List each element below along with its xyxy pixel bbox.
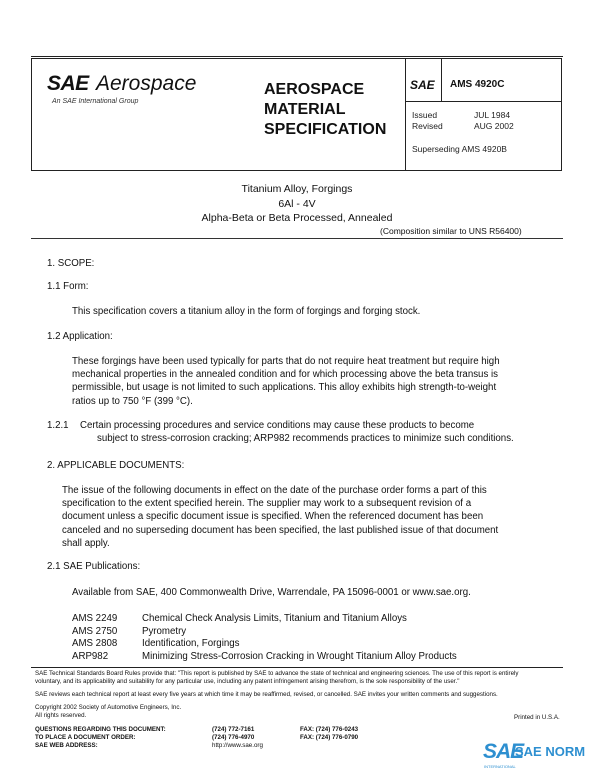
- doc-type-line2: MATERIAL: [264, 101, 346, 118]
- s12-line3: permissible, but usage is not limited to such applications. This alloy exhibits high strength-to-weight: [72, 382, 497, 394]
- title-line3: Alpha-Beta or Beta Processed, Annealed: [201, 212, 393, 224]
- s12-line1: These forgings have been used typically for parts that do not require heat treatment but require high: [72, 356, 500, 367]
- aerospace-logo-text: Aerospace: [96, 72, 197, 95]
- web-url[interactable]: http://www.sae.org: [212, 742, 263, 749]
- section-1-heading: 1. SCOPE:: [47, 258, 95, 269]
- pub-code: AMS 2750: [72, 626, 118, 637]
- questions-label: QUESTIONS REGARDING THIS DOCUMENT:: [35, 726, 166, 733]
- s2-line2: specification to the extent specified herein. The supplier may work to a subsequent revision of a: [62, 498, 472, 510]
- header-divider-h: [405, 101, 562, 102]
- section-1-2-1-text: [80, 419, 555, 445]
- logo-subtitle: An SAE International Group: [52, 98, 139, 105]
- order-phone: (724) 776-4970: [212, 734, 255, 741]
- title-line1: Titanium Alloy, Forgings: [241, 183, 353, 195]
- s2-line4: canceled and no superseding document has been specified, the last published issue of that document: [62, 524, 499, 536]
- footer-separator: [31, 667, 563, 668]
- s121-line1: Certain processing procedures and service conditions may cause these products to become: [80, 420, 475, 431]
- standards-board-rules: [35, 670, 565, 687]
- section-2-text: [62, 484, 557, 550]
- web-label: SAE WEB ADDRESS:: [35, 742, 98, 749]
- header-divider: [405, 58, 406, 171]
- document-type: [264, 80, 404, 140]
- sae-logo: SAE: [47, 72, 89, 95]
- questions-fax: FAX: (724) 776-0243: [300, 726, 359, 733]
- doc-type-line1: AEROSPACE: [264, 81, 365, 98]
- doc-type-line3: SPECIFICATION: [264, 121, 387, 138]
- pub-title: Minimizing Stress-Corrosion Cracking in Wrought Titanium Alloy Products: [142, 651, 457, 662]
- section-2-1-heading: 2.1 SAE Publications:: [47, 561, 141, 572]
- printed-in: Printed in U.S.A.: [514, 714, 560, 721]
- sae-norm-logo-text: SAE NORM: [515, 744, 586, 759]
- rights-reserved: All rights reserved.: [35, 712, 87, 719]
- section-2-heading: 2. APPLICABLE DOCUMENTS:: [47, 460, 185, 471]
- rules-line2: voluntary, and its applicability and suitability for any particular use, including any patent infringement arising therefrom, is the sole responsibility of the user.": [35, 678, 460, 686]
- s12-line2: mechanical properties in the annealed condition and for which processing above the beta transus is: [72, 369, 498, 381]
- revised-date: AUG 2002: [474, 121, 514, 131]
- section-1-2-1-number: 1.2.1: [47, 420, 69, 431]
- copyright: Copyright 2002 Society of Automotive Engineers, Inc.: [35, 704, 182, 711]
- order-label: TO PLACE A DOCUMENT ORDER:: [35, 734, 136, 741]
- review-note: SAE reviews each technical report at least every five years at which time it may be reaffirmed, revised, or cancelled. SAE invites your written comments and suggestions.: [35, 691, 498, 698]
- section-1-2-heading: 1.2 Application:: [47, 331, 113, 342]
- section-1-1-text: This specification covers a titanium alloy in the form of forgings and forging stock.: [72, 306, 421, 317]
- section-2-1-availability: Available from SAE, 400 Commonwealth Drive, Warrendale, PA 15096-0001 or www.sae.org.: [72, 587, 471, 598]
- header-divider-small: [441, 58, 442, 102]
- sae-mark-small: SAE: [410, 78, 435, 92]
- issued-date: JUL 1984: [474, 110, 511, 120]
- issued-label: Issued: [412, 110, 438, 120]
- pub-title: Chemical Check Analysis Limits, Titanium and Titanium Alloys: [142, 613, 407, 624]
- section-1-2-text: [72, 355, 552, 408]
- superseding-note: Superseding AMS 4920B: [412, 144, 507, 154]
- section-1-1-heading: 1.1 Form:: [47, 281, 89, 292]
- s121-line2: subject to stress-corrosion cracking; ARP982 recommends practices to minimize such conditions.: [97, 433, 514, 445]
- s2-line3: document unless a specific document issue is specified. When the referenced document has been: [62, 511, 484, 523]
- s12-line4: ratios up to 750 °F (399 °C).: [72, 395, 193, 407]
- revised-label: Revised: [412, 121, 443, 131]
- pub-title: Identification, Forgings: [142, 638, 240, 649]
- pub-code: AMS 2808: [72, 638, 118, 649]
- title-line2: 6Al - 4V: [278, 198, 316, 210]
- rules-line1: SAE Technical Standards Board Rules provide that: "This report is published by SAE to advance the state of technical and engineering sciences. The use of this report is entirely: [35, 670, 519, 677]
- header-top-rule: [31, 56, 563, 57]
- s2-line5: shall apply.: [62, 537, 110, 549]
- sae-norm-logo-mark: SAE: [483, 740, 524, 763]
- sae-norm-logo-sub: INTERNATIONAL: [484, 764, 516, 769]
- questions-phone: (724) 772-7161: [212, 726, 255, 733]
- pub-code: ARP982: [72, 651, 109, 662]
- pub-title: Pyrometry: [142, 626, 187, 637]
- order-fax: FAX: (724) 776-0790: [300, 734, 359, 741]
- s2-line1: The issue of the following documents in effect on the date of the purchase order forms a part of this: [62, 485, 487, 496]
- composition-note: (Composition similar to UNS R56400): [380, 226, 522, 236]
- pub-code: AMS 2249: [72, 613, 118, 624]
- ams-number: AMS 4920C: [450, 79, 505, 90]
- title-separator: [31, 238, 563, 239]
